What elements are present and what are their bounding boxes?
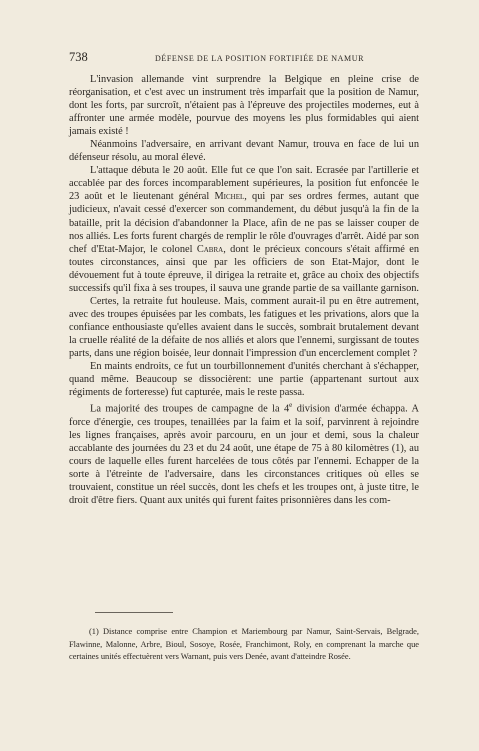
paragraph-3-part-1: L'attaque débuta le 20 août. Elle fut ce que l'on sait. Ecrasée par l'artillerie et accablée par des forces incomparablement supérieures, la position fut enfoncée le 23 août et le lieutenant général	[69, 165, 419, 203]
paragraph-3-part-3: , dont le précieux concours s'était affirmé en toutes circonstances, ainsi que par les officiers de son Etat-Major, dont le dévouement fut à toute épreuve, il dirigea la retraite et, grâce au choix des objectifs successifs qu'il fixa à ses troupes, il sauva une grande partie de sa vaillante garnison.	[69, 243, 419, 294]
paragraph-1: L'invasion allemande vint surprendre la Belgique en pleine crise de réorganisation, et c'est avec un instrument très imparfait que la position de Namur, dont les forts, par surcroît, n'étaient pas à l'épreuve des projectiles modernes, eut à affronter une armée modèle, pourvue des moyens les plus formidables qui aient jamais existé !	[69, 74, 419, 138]
paragraph-6-part-2: division d'armée échappa. A force d'énergie, ces troupes, tenaillées par la faim et la soif, parvinrent à rejoindre les lignes françaises, après avoir parcouru, en un jour et demi, sous la chaleur accablante des journées du 23 et du 24 août, une étape de 75 à 80 kilomètres (1), au cours de laquelle elles furent harcelées de tous côtés par l'ennemi. Echapper de la sorte à l'étreinte de l'adversaire, dans les circonstances critiques où elles se trouvaient, constitue un réel succès, dont les chefs et les troupes ont, à juste titre, le droit d'être fiers. Quant aux unités qui furent faites prisonnières dans les com-	[69, 403, 420, 506]
footnote: (1) Distance comprise entre Champion et Mariembourg par Namur, Saint-Servais, Belgrade, Flawinne, Malonne, Arbre, Bioul, Sosoye, Rosée, Franchimont, Roly, en comprenant la marche que certaines unités effectuèrent vers Warnant, puis vers Denée, avant d'atteindre Rosée.	[69, 627, 419, 662]
page-number: 738	[69, 50, 88, 64]
person-name-cabra: Cabra	[196, 243, 224, 255]
paragraph-6-part-1: La majorité des troupes de campagne de la 4	[90, 403, 290, 415]
footnote-rule	[95, 612, 173, 613]
paragraph-2: Néanmoins l'adversaire, en arrivant devant Namur, trouva en face de lui un défenseur résolu, au moral élevé.	[69, 139, 419, 164]
running-title: DÉFENSE DE LA POSITION FORTIFIÉE DE NAMUR	[155, 54, 365, 63]
paragraph-4: Certes, la retraite fut houleuse. Mais, comment aurait-il pu en être autrement, avec des troupes épuisées par les combats, les fatigues et les privations, alors que la confiance enthousiaste qu'elles avaient dans le succès, sombrait brutalement devant la cruelle réalité de la défaite de nos alliés et alors que l'ennemi, surgissant de toutes parts, dans une région boisée, leur donnait l'impression d'un encerclement complet ?	[69, 295, 419, 359]
paragraph-6	[69, 399, 419, 507]
paragraph-3	[69, 164, 419, 294]
paragraph-5: En maints endroits, ce fut un tourbillonnement d'unités cherchant à s'échapper, quand même. Beaucoup se dissocièrent: une partie (appartenant surtout aux régiments de forteresse) fut capturée, mais le reste passa.	[69, 361, 419, 399]
paragraph-3-part-2: , qui par ses ordres fermes, autant que judicieux, n'avait cessé d'exercer son commandement, du début jusqu'à la fin de la bataille, prit la décision d'abandonner la Place, afin de ne pas se laisser couper de nos alliés. Les forts furent chargés de remplir le rôle d'ouvrages d'arrêt. Aidé par son chef d'Etat-Major, le colonel	[69, 191, 419, 255]
body-text	[69, 73, 419, 507]
page-header	[69, 50, 419, 65]
ordinal-superscript: e	[289, 401, 293, 410]
person-name-michel: Michel	[214, 191, 245, 203]
